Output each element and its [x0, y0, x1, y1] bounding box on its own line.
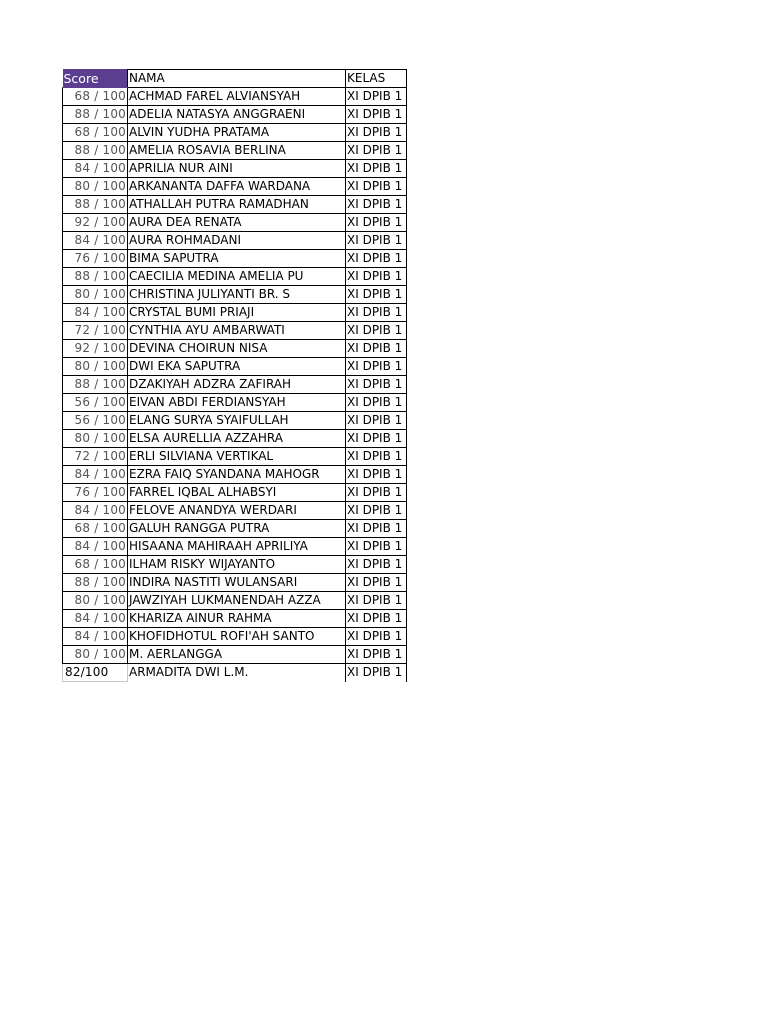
- score-cell[interactable]: 88 / 100: [63, 196, 128, 214]
- score-cell[interactable]: 88 / 100: [63, 376, 128, 394]
- score-cell[interactable]: 80 / 100: [63, 646, 128, 664]
- table-row: [63, 376, 407, 394]
- score-cell[interactable]: 88 / 100: [63, 142, 128, 160]
- table-row: [63, 610, 407, 628]
- kelas-cell[interactable]: XI DPIB 1: [346, 142, 407, 160]
- table-row: [63, 502, 407, 520]
- score-cell[interactable]: 88 / 100: [63, 268, 128, 286]
- kelas-cell[interactable]: XI DPIB 1: [346, 610, 407, 628]
- table-row: [63, 574, 407, 592]
- score-cell[interactable]: 82/100: [63, 664, 128, 682]
- table-row: [63, 538, 407, 556]
- table-row: [63, 592, 407, 610]
- nama-cell[interactable]: AURA DEA RENATA: [128, 214, 346, 232]
- kelas-cell[interactable]: XI DPIB 1: [346, 268, 407, 286]
- score-cell[interactable]: 84 / 100: [63, 538, 128, 556]
- nama-cell[interactable]: JAWZIYAH LUKMANENDAH AZZA: [128, 592, 346, 610]
- nama-cell[interactable]: M. AERLANGGA: [128, 646, 346, 664]
- kelas-cell[interactable]: XI DPIB 1: [346, 196, 407, 214]
- kelas-cell[interactable]: XI DPIB 1: [346, 448, 407, 466]
- score-cell[interactable]: 80 / 100: [63, 178, 128, 196]
- table-row: [63, 430, 407, 448]
- kelas-cell[interactable]: XI DPIB 1: [346, 538, 407, 556]
- table-row: [63, 304, 407, 322]
- score-cell[interactable]: 84 / 100: [63, 232, 128, 250]
- score-cell[interactable]: 68 / 100: [63, 124, 128, 142]
- table-row: [63, 196, 407, 214]
- score-cell[interactable]: 84 / 100: [63, 466, 128, 484]
- nama-cell[interactable]: APRILIA NUR AINI: [128, 160, 346, 178]
- kelas-cell[interactable]: XI DPIB 1: [346, 178, 407, 196]
- table-row: [63, 232, 407, 250]
- kelas-cell[interactable]: XI DPIB 1: [346, 286, 407, 304]
- score-cell[interactable]: 84 / 100: [63, 610, 128, 628]
- table-row: [63, 250, 407, 268]
- header-score[interactable]: Score: [63, 70, 128, 88]
- nama-cell[interactable]: ALVIN YUDHA PRATAMA: [128, 124, 346, 142]
- score-cell[interactable]: 76 / 100: [63, 250, 128, 268]
- kelas-cell[interactable]: XI DPIB 1: [346, 502, 407, 520]
- header-nama[interactable]: NAMA: [128, 70, 346, 88]
- table-row: [63, 178, 407, 196]
- score-cell[interactable]: 72 / 100: [63, 322, 128, 340]
- kelas-cell[interactable]: XI DPIB 1: [346, 664, 407, 682]
- kelas-cell[interactable]: XI DPIB 1: [346, 124, 407, 142]
- kelas-cell[interactable]: XI DPIB 1: [346, 628, 407, 646]
- nama-cell[interactable]: CAECILIA MEDINA AMELIA PU: [128, 268, 346, 286]
- kelas-cell[interactable]: XI DPIB 1: [346, 232, 407, 250]
- kelas-cell[interactable]: XI DPIB 1: [346, 394, 407, 412]
- kelas-cell[interactable]: XI DPIB 1: [346, 214, 407, 232]
- score-cell[interactable]: 68 / 100: [63, 556, 128, 574]
- nama-cell[interactable]: AURA ROHMADANI: [128, 232, 346, 250]
- table-row: [63, 106, 407, 124]
- score-cell[interactable]: 56 / 100: [63, 412, 128, 430]
- kelas-cell[interactable]: XI DPIB 1: [346, 88, 407, 106]
- nama-cell[interactable]: CHRISTINA JULIYANTI BR. S: [128, 286, 346, 304]
- table-row: [63, 88, 407, 106]
- nama-cell[interactable]: INDIRA NASTITI WULANSARI: [128, 574, 346, 592]
- nama-cell[interactable]: ARMADITA DWI L.M.: [128, 664, 346, 682]
- kelas-cell[interactable]: XI DPIB 1: [346, 646, 407, 664]
- kelas-cell[interactable]: XI DPIB 1: [346, 340, 407, 358]
- nama-cell[interactable]: FELOVE ANANDYA WERDARI: [128, 502, 346, 520]
- table-row: [63, 268, 407, 286]
- score-cell[interactable]: 68 / 100: [63, 520, 128, 538]
- nama-cell[interactable]: DZAKIYAH ADZRA ZAFIRAH: [128, 376, 346, 394]
- score-table: [62, 69, 407, 682]
- score-cell[interactable]: 80 / 100: [63, 592, 128, 610]
- kelas-cell[interactable]: XI DPIB 1: [346, 592, 407, 610]
- table-row: [63, 322, 407, 340]
- table-row: [63, 340, 407, 358]
- table-row: [63, 394, 407, 412]
- nama-cell[interactable]: ERLI SILVIANA VERTIKAL: [128, 448, 346, 466]
- score-cell[interactable]: 84 / 100: [63, 160, 128, 178]
- nama-cell[interactable]: ELANG SURYA SYAIFULLAH: [128, 412, 346, 430]
- kelas-cell[interactable]: XI DPIB 1: [346, 376, 407, 394]
- nama-cell[interactable]: AMELIA ROSAVIA BERLINA: [128, 142, 346, 160]
- kelas-cell[interactable]: XI DPIB 1: [346, 250, 407, 268]
- nama-cell[interactable]: ACHMAD FAREL ALVIANSYAH: [128, 88, 346, 106]
- table-row: [63, 412, 407, 430]
- score-cell[interactable]: 76 / 100: [63, 484, 128, 502]
- header-row: [63, 70, 407, 88]
- table-row: [63, 520, 407, 538]
- nama-cell[interactable]: HISAANA MAHIRAAH APRILIYA: [128, 538, 346, 556]
- score-cell[interactable]: 80 / 100: [63, 286, 128, 304]
- score-cell[interactable]: 72 / 100: [63, 448, 128, 466]
- table-body: [63, 88, 407, 682]
- kelas-cell[interactable]: XI DPIB 1: [346, 322, 407, 340]
- header-kelas[interactable]: KELAS: [346, 70, 407, 88]
- kelas-cell[interactable]: XI DPIB 1: [346, 304, 407, 322]
- kelas-cell[interactable]: XI DPIB 1: [346, 556, 407, 574]
- table-row: [63, 142, 407, 160]
- score-cell[interactable]: 88 / 100: [63, 574, 128, 592]
- table-row: [63, 160, 407, 178]
- score-cell[interactable]: 80 / 100: [63, 430, 128, 448]
- score-cell[interactable]: 80 / 100: [63, 358, 128, 376]
- kelas-cell[interactable]: XI DPIB 1: [346, 358, 407, 376]
- nama-cell[interactable]: EIVAN ABDI FERDIANSYAH: [128, 394, 346, 412]
- nama-cell[interactable]: ATHALLAH PUTRA RAMADHAN: [128, 196, 346, 214]
- nama-cell[interactable]: DEVINA CHOIRUN NISA: [128, 340, 346, 358]
- kelas-cell[interactable]: XI DPIB 1: [346, 466, 407, 484]
- table-row: [63, 448, 407, 466]
- kelas-cell[interactable]: XI DPIB 1: [346, 520, 407, 538]
- table-row: [63, 664, 407, 682]
- nama-cell[interactable]: FARREL IQBAL ALHABSYI: [128, 484, 346, 502]
- score-cell[interactable]: 84 / 100: [63, 304, 128, 322]
- score-cell[interactable]: 84 / 100: [63, 502, 128, 520]
- kelas-cell[interactable]: XI DPIB 1: [346, 106, 407, 124]
- kelas-cell[interactable]: XI DPIB 1: [346, 574, 407, 592]
- table-row: [63, 358, 407, 376]
- score-cell[interactable]: 68 / 100: [63, 88, 128, 106]
- score-cell[interactable]: 56 / 100: [63, 394, 128, 412]
- kelas-cell[interactable]: XI DPIB 1: [346, 430, 407, 448]
- table-row: [63, 466, 407, 484]
- table-row: [63, 646, 407, 664]
- kelas-cell[interactable]: XI DPIB 1: [346, 412, 407, 430]
- nama-cell[interactable]: DWI EKA SAPUTRA: [128, 358, 346, 376]
- score-cell[interactable]: 88 / 100: [63, 106, 128, 124]
- table-row: [63, 484, 407, 502]
- score-cell[interactable]: 84 / 100: [63, 628, 128, 646]
- nama-cell[interactable]: BIMA SAPUTRA: [128, 250, 346, 268]
- table-row: [63, 214, 407, 232]
- nama-cell[interactable]: ADELIA NATASYA ANGGRAENI: [128, 106, 346, 124]
- table-row: [63, 556, 407, 574]
- nama-cell[interactable]: EZRA FAIQ SYANDANA MAHOGR: [128, 466, 346, 484]
- kelas-cell[interactable]: XI DPIB 1: [346, 160, 407, 178]
- nama-cell[interactable]: KHOFIDHOTUL ROFI'AH SANTO: [128, 628, 346, 646]
- score-cell[interactable]: 92 / 100: [63, 340, 128, 358]
- nama-cell[interactable]: ARKANANTA DAFFA WARDANA: [128, 178, 346, 196]
- table-row: [63, 124, 407, 142]
- table-row: [63, 286, 407, 304]
- nama-cell[interactable]: CRYSTAL BUMI PRIAJI: [128, 304, 346, 322]
- kelas-cell[interactable]: XI DPIB 1: [346, 484, 407, 502]
- score-cell[interactable]: 92 / 100: [63, 214, 128, 232]
- table-row: [63, 628, 407, 646]
- nama-cell[interactable]: KHARIZA AINUR RAHMA: [128, 610, 346, 628]
- nama-cell[interactable]: CYNTHIA AYU AMBARWATI: [128, 322, 346, 340]
- nama-cell[interactable]: ILHAM RISKY WIJAYANTO: [128, 556, 346, 574]
- nama-cell[interactable]: ELSA AURELLIA AZZAHRA: [128, 430, 346, 448]
- nama-cell[interactable]: GALUH RANGGA PUTRA: [128, 520, 346, 538]
